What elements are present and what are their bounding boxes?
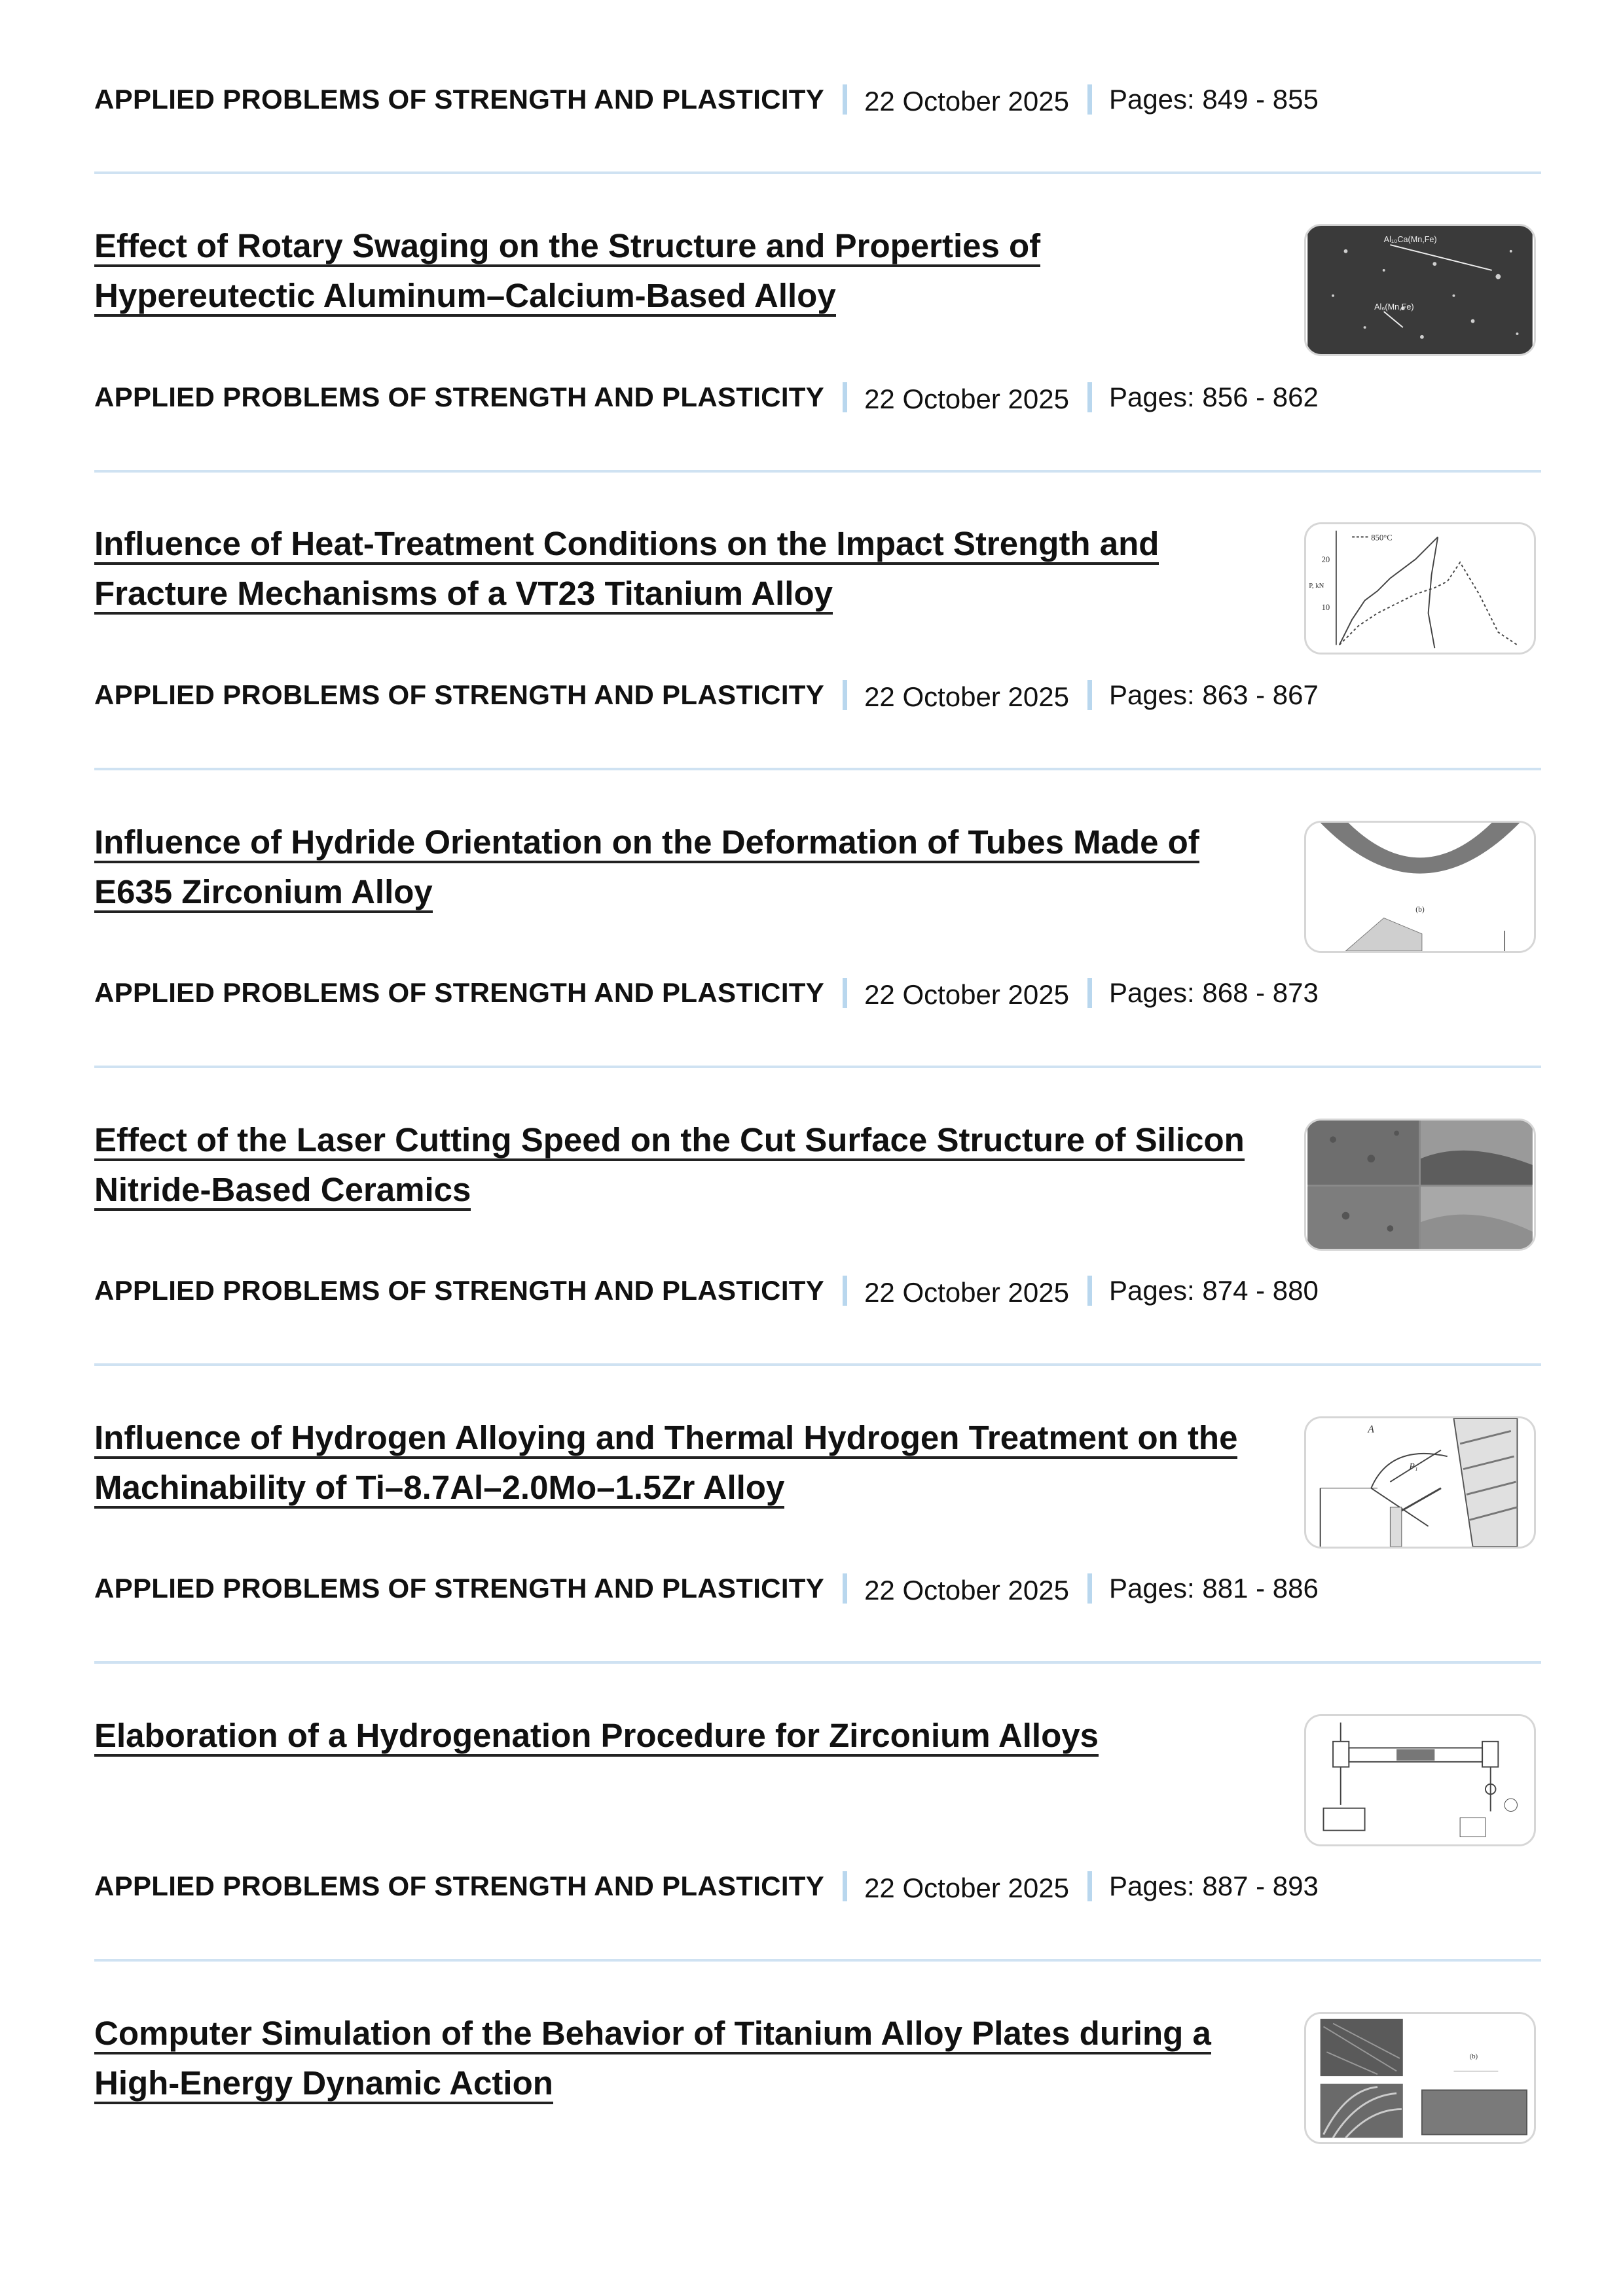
publication-date: 22 October 2025 [864, 86, 1069, 117]
article-title-link[interactable]: Elaboration of a Hydrogenation Procedure for Zirconium Alloys [94, 1717, 1099, 1757]
publication-date: 22 October 2025 [864, 384, 1069, 414]
thumb-label: Al₆(Mn,Fe) [1374, 302, 1414, 312]
cutting-tool-diagram-thumbnail [1306, 1418, 1534, 1547]
article-thumbnail[interactable] [1304, 224, 1536, 356]
article-title-link[interactable]: Hypereutectic Aluminum–Calcium-Based Alloy [94, 277, 836, 317]
article-thumbnail[interactable] [1304, 821, 1536, 953]
chart-thumbnail [1306, 524, 1534, 653]
article-meta [94, 1867, 1319, 1906]
meta-separator [1087, 978, 1092, 1008]
publication-date: 22 October 2025 [864, 1575, 1069, 1605]
thumb-label: (b) [1415, 905, 1425, 914]
simulation-images-thumbnail [1306, 2014, 1534, 2142]
article-meta [94, 675, 1319, 715]
page-range: Pages: 868 - 873 [1108, 977, 1319, 1008]
article-title[interactable] [94, 1115, 1273, 1215]
page-range: Pages: 856 - 862 [1108, 382, 1319, 412]
publication-date: 22 October 2025 [864, 1873, 1069, 1903]
article-title-link[interactable]: Influence of Heat-Treatment Conditions on the Impact Strength and [94, 525, 1159, 565]
page-range: Pages: 849 - 855 [1108, 84, 1319, 115]
page-range: Pages: 881 - 886 [1108, 1573, 1319, 1604]
sem-images-thumbnail [1306, 1121, 1534, 1249]
tube-diagram-thumbnail [1306, 823, 1534, 951]
divider [94, 1959, 1541, 1962]
article-title-link[interactable]: Effect of the Laser Cutting Speed on the Cut Surface Structure of Silicon [94, 1121, 1245, 1161]
article-thumbnail[interactable] [1304, 522, 1536, 655]
article-meta [94, 1569, 1319, 1608]
article-title-link[interactable]: Influence of Hydride Orientation on the Deformation of Tubes Made of [94, 823, 1199, 863]
meta-separator [843, 382, 847, 412]
article-thumbnail[interactable] [1304, 2012, 1536, 2144]
apparatus-schematic-thumbnail [1306, 1716, 1534, 1844]
meta-separator [843, 978, 847, 1008]
article-title[interactable] [94, 2009, 1273, 2108]
meta-separator [1087, 1871, 1092, 1901]
article-meta [94, 973, 1319, 1013]
article-title[interactable] [94, 1413, 1273, 1513]
divider [94, 768, 1541, 770]
thumb-label: P, kN [1309, 582, 1324, 590]
divider [94, 1066, 1541, 1068]
thumb-label: (b) [1469, 2052, 1478, 2060]
publication-date: 22 October 2025 [864, 1277, 1069, 1308]
divider [94, 470, 1541, 473]
article-title-link[interactable]: Computer Simulation of the Behavior of Titanium Alloy Plates during a [94, 2015, 1211, 2054]
meta-separator [843, 1573, 847, 1604]
thumb-label: A [1368, 1424, 1374, 1435]
meta-separator [1087, 680, 1092, 710]
article-thumbnail[interactable] [1304, 1714, 1536, 1846]
article-title-link[interactable]: Influence of Hydrogen Alloying and Thermal Hydrogen Treatment on the [94, 1419, 1237, 1459]
meta-separator [1087, 1573, 1092, 1604]
journal-name[interactable]: APPLIED PROBLEMS OF STRENGTH AND PLASTICITY [94, 1573, 825, 1604]
thumb-label: P₁ [1409, 1461, 1418, 1471]
thumb-label: 10 [1321, 602, 1330, 612]
article-title[interactable] [94, 519, 1273, 619]
article-title-link[interactable]: Effect of Rotary Swaging on the Structure and Properties of [94, 227, 1040, 267]
article-title-link[interactable]: Machinability of Ti–8.7Al–2.0Mo–1.5Zr Alloy [94, 1469, 784, 1509]
publication-date: 22 October 2025 [864, 979, 1069, 1010]
article-title-link[interactable]: Nitride-Based Ceramics [94, 1171, 471, 1211]
article-meta-top [94, 80, 1319, 119]
article-title-link[interactable]: High-Energy Dynamic Action [94, 2064, 553, 2104]
meta-separator [843, 84, 847, 115]
article-meta [94, 1271, 1319, 1310]
page-range: Pages: 887 - 893 [1108, 1871, 1319, 1901]
publication-date: 22 October 2025 [864, 681, 1069, 712]
micrograph-thumbnail [1306, 226, 1534, 354]
divider [94, 1363, 1541, 1366]
article-thumbnail[interactable] [1304, 1119, 1536, 1251]
thumb-label: Al₁₀Ca(Mn,Fe) [1383, 235, 1437, 245]
journal-name[interactable]: APPLIED PROBLEMS OF STRENGTH AND PLASTICITY [94, 84, 825, 115]
article-title[interactable] [94, 221, 1273, 321]
journal-name[interactable]: APPLIED PROBLEMS OF STRENGTH AND PLASTICITY [94, 1275, 825, 1306]
article-thumbnail[interactable] [1304, 1416, 1536, 1549]
divider [94, 171, 1541, 174]
page-range: Pages: 863 - 867 [1108, 679, 1319, 710]
article-title-link[interactable]: E635 Zirconium Alloy [94, 873, 433, 913]
meta-separator [843, 1276, 847, 1306]
meta-separator [843, 1871, 847, 1901]
article-meta [94, 378, 1319, 417]
meta-separator [1087, 84, 1092, 115]
journal-name[interactable]: APPLIED PROBLEMS OF STRENGTH AND PLASTICITY [94, 382, 825, 412]
article-title[interactable] [94, 817, 1273, 917]
journal-name[interactable]: APPLIED PROBLEMS OF STRENGTH AND PLASTICITY [94, 679, 825, 710]
article-title-link[interactable]: Fracture Mechanisms of a VT23 Titanium Alloy [94, 575, 833, 615]
journal-name[interactable]: APPLIED PROBLEMS OF STRENGTH AND PLASTICITY [94, 1871, 825, 1901]
page-range: Pages: 874 - 880 [1108, 1275, 1319, 1306]
article-title[interactable] [94, 1711, 1273, 1761]
thumb-label: 850°C [1371, 533, 1393, 543]
journal-name[interactable]: APPLIED PROBLEMS OF STRENGTH AND PLASTICITY [94, 977, 825, 1008]
divider [94, 1661, 1541, 1664]
meta-separator [1087, 382, 1092, 412]
meta-separator [1087, 1276, 1092, 1306]
thumb-label: 20 [1321, 555, 1330, 565]
meta-separator [843, 680, 847, 710]
